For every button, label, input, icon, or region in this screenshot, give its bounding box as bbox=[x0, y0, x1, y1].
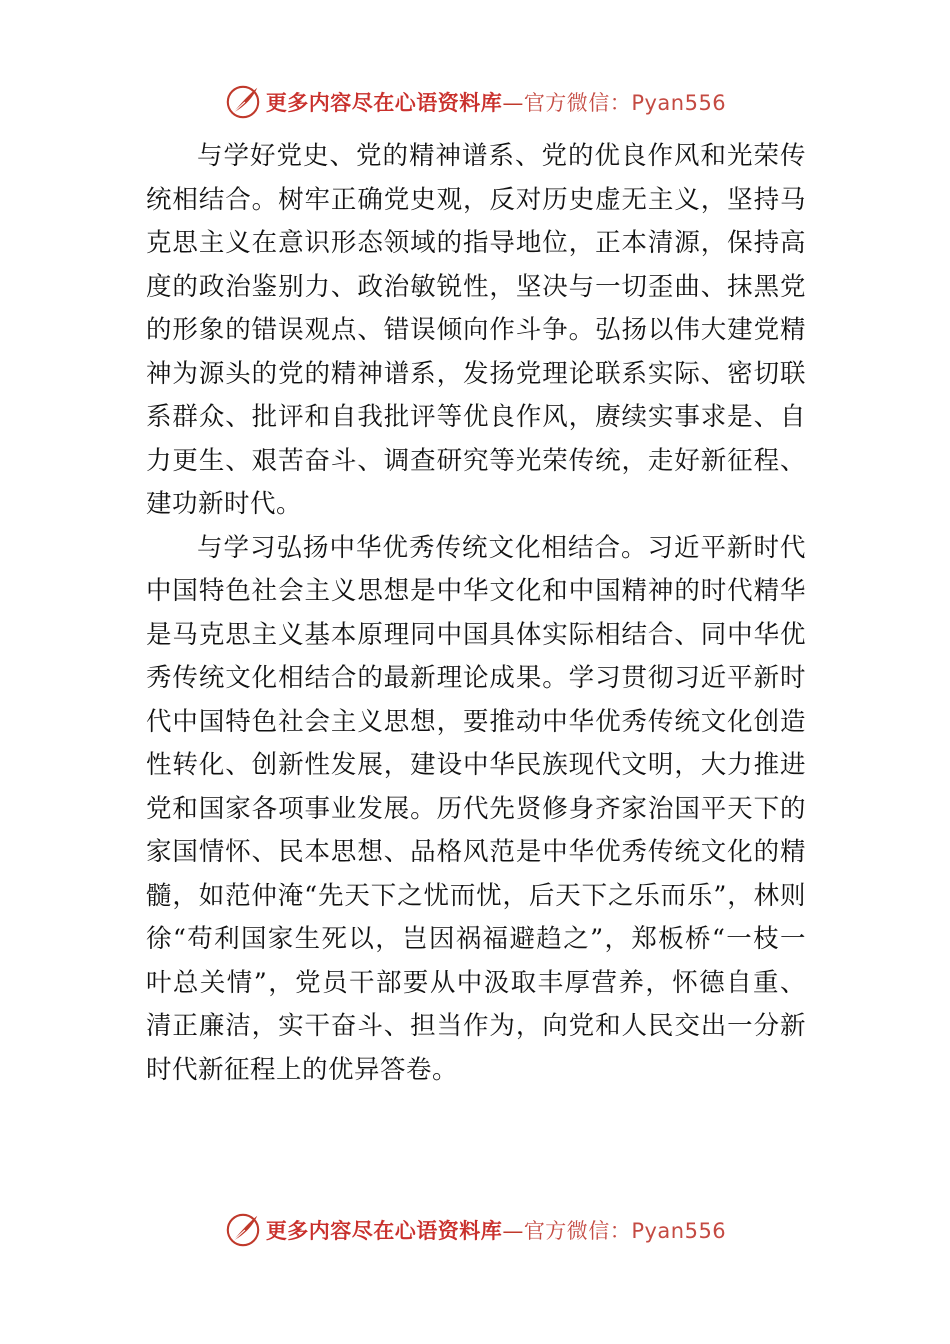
document-body bbox=[146, 135, 806, 1092]
watermark-wechat-id: Pyan556 bbox=[631, 91, 727, 115]
watermark-dash: — bbox=[502, 1219, 524, 1243]
watermark-text bbox=[266, 87, 726, 117]
watermark-wechat-label: 官方微信： bbox=[523, 1219, 632, 1243]
watermark-brand: 更多内容尽在心语资料库 bbox=[265, 91, 503, 115]
watermark-brand: 更多内容尽在心语资料库 bbox=[265, 1219, 503, 1243]
watermark-text bbox=[266, 1215, 726, 1245]
paragraph-1: 与学好党史、党的精神谱系、党的优良作风和光荣传统相结合。树牢正确党史观，反对历史虚无主义，坚持马克思主义在意识形态领域的指导地位，正本清源，保持高度的政治鉴别力、政治敏锐性，坚决与一切歪曲、抹黑党的形象的错误观点、错误倾向作斗争。弘扬以伟大建党精神为源头的党的精神谱系，发扬党理论联系实际、密切联系群众、批评和自我批评等优良作风，赓续实事求是、自力更生、艰苦奋斗、调查研究等光荣传统，走好新征程、建功新时代。 bbox=[146, 141, 806, 519]
watermark-wechat-label: 官方微信： bbox=[523, 91, 632, 115]
watermark-dash: — bbox=[502, 91, 524, 115]
paragraph-2: 与学习弘扬中华优秀传统文化相结合。习近平新时代中国特色社会主义思想是中华文化和中国精神的时代精华是马克思主义基本原理同中国具体实际相结合、同中华优秀传统文化相结合的最新理论成果。学习贯彻习近平新时代中国特色社会主义思想，要推动中华优秀传统文化创造性转化、创新性发展，建设中华民族现代文明，大力推进党和国家各项事业发展。历代先贤修身齐家治国平天下的家国情怀、民本思想、品格风范是中华优秀传统文化的精髓，如范仲淹“先天下之忧而忧，后天下之乐而乐”，林则徐“苟利国家生死以，岂因祸福避趋之”，郑板桥“一枝一叶总关情”，党员干部要从中汲取丰厚营养，怀德自重、清正廉洁，实干奋斗、担当作为，向党和人民交出一分新时代新征程上的优异答卷。 bbox=[146, 532, 806, 1085]
quill-pen-logo-icon bbox=[224, 83, 262, 121]
quill-pen-logo-icon bbox=[224, 1211, 262, 1249]
footer-watermark bbox=[0, 1210, 950, 1250]
watermark-wechat-id: Pyan556 bbox=[631, 1219, 727, 1243]
header-watermark bbox=[0, 82, 950, 122]
